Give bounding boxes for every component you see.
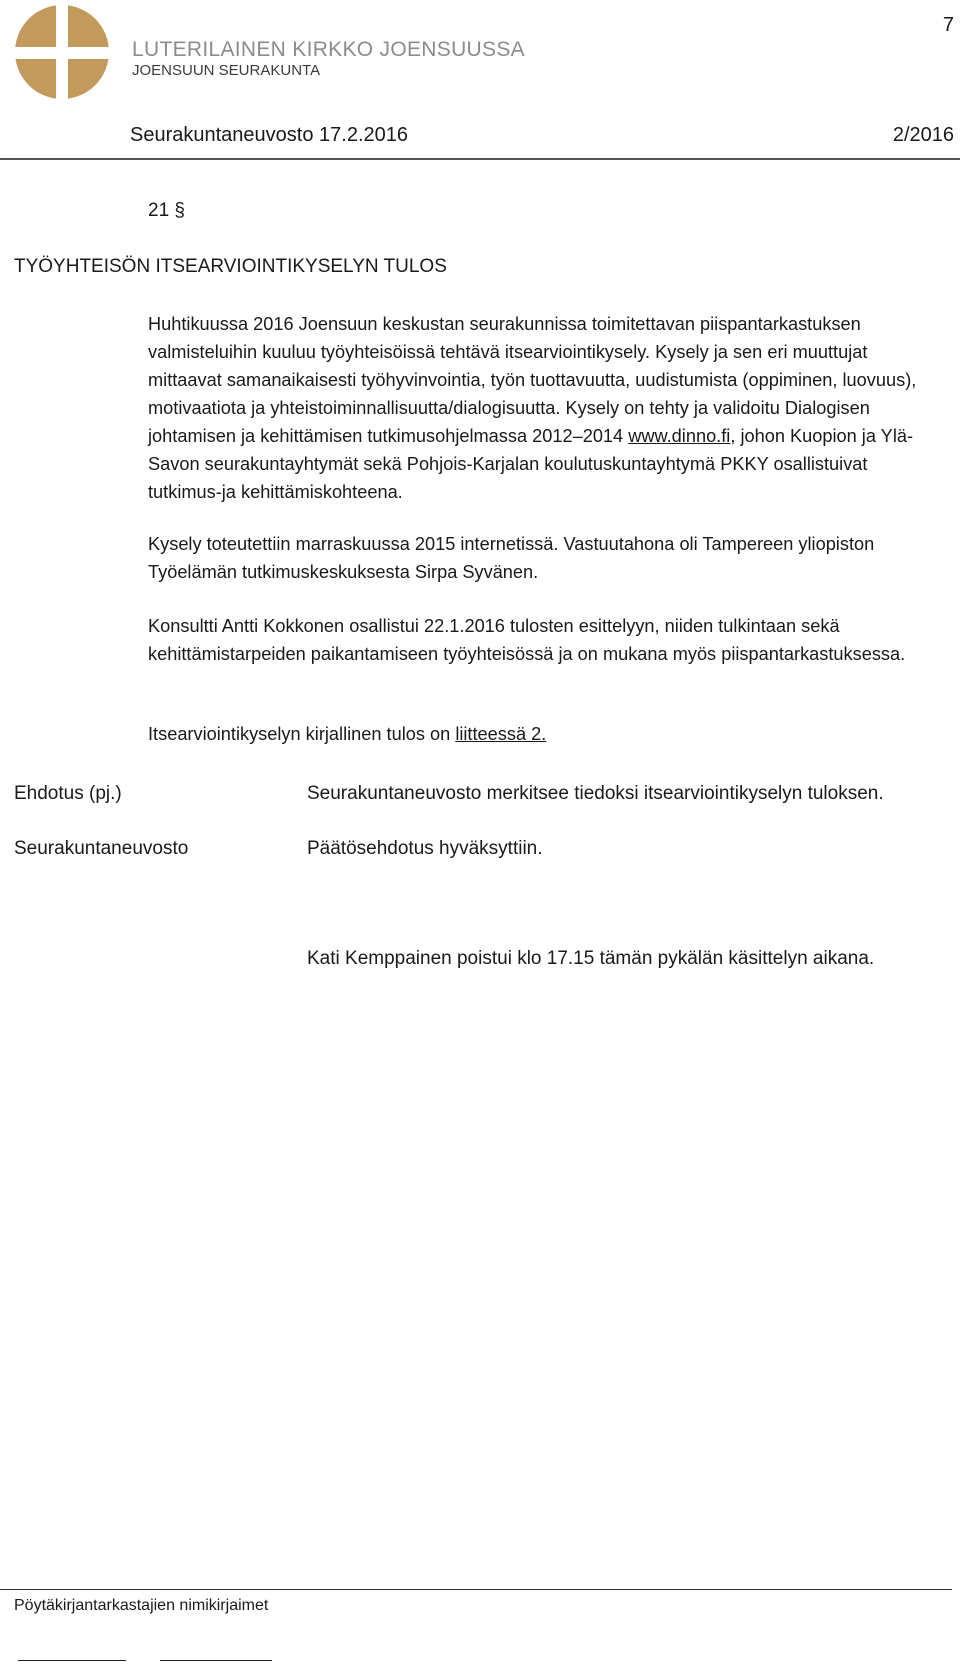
footer-divider [0, 1589, 952, 1590]
proposal-text: Seurakuntaneuvosto merkitsee tiedoksi itsearviointikyselyn tuloksen. [307, 783, 884, 804]
paragraph-1-text-b: , johon Kuopion ja Ylä-Savon seurakuntayhtymät sekä Pohjois-Karjalan koulutuskuntayhtymä PKKY osallistuivat tutkimus-ja kehittämiskohteena. [148, 426, 914, 502]
meeting-title: Seurakuntaneuvosto 17.2.2016 [130, 124, 408, 146]
church-logo-icon [14, 4, 110, 100]
document-number: 2/2016 [892, 124, 954, 146]
page-title: TYÖYHTEISÖN ITSEARVIOINTIKYSELYN TULOS [14, 256, 447, 277]
departure-note: Kati Kemppainen poistui klo 17.15 tämän pykälän käsittelyn aikana. [307, 948, 875, 969]
org-subname: JOENSUUN SEURAKUNTA [132, 62, 321, 79]
attachment-link[interactable]: liitteessä 2. [455, 724, 547, 744]
page-number: 7 [942, 14, 954, 36]
signature-line-1 [18, 1660, 126, 1661]
paragraph-3-text: Konsultti Antti Kokkonen osallistui 22.1.2016 tulosten esittelyyn, niiden tulkintaan sekä kehittämistarpeiden paikantamiseen työyhteisössä ja on mukana myös piispantarkastuksessa. [148, 616, 906, 664]
paragraph-1 [148, 310, 928, 506]
paragraph-3 [148, 612, 928, 668]
signature-line-2 [160, 1660, 272, 1661]
org-name: LUTERILAINEN KIRKKO JOENSUUSSA [132, 38, 525, 61]
paragraph-4 [148, 720, 928, 748]
proposal-label: Ehdotus (pj.) [14, 783, 122, 804]
header-divider [0, 158, 960, 160]
paragraph-2 [148, 530, 928, 586]
signature-label: Pöytäkirjantarkastajien nimikirjaimet [14, 1597, 269, 1614]
paragraph-1-text-a: Huhtikuussa 2016 Joensuun keskustan seurakunnissa toimitettavan piispantarkastuksen valmisteluihin kuuluu työyhteisöissä tehtävä itsearviointikysely. Kysely ja sen eri muuttujat mittaavat samanaikaisesti työhyvinvointia, työn tuottavuutta, uudistumista (oppiminen, luovuus), motivaatiota ja yhteistoiminnallisuutta/dialogisuutta. Kysely on tehty ja validoitu Dialogisen johtamisen ja kehittämisen tutkimusohjelmassa 2012–2014 [148, 314, 917, 446]
decision-label: Seurakuntaneuvosto [14, 838, 189, 859]
decision-text: Päätösehdotus hyväksyttiin. [307, 838, 543, 859]
paragraph-4-text: Itsearviointikyselyn kirjallinen tulos on [148, 724, 456, 744]
section-number: 21 § [148, 200, 185, 221]
dinno-link[interactable]: www.dinno.fi [628, 426, 731, 446]
paragraph-2-text: Kysely toteutettiin marraskuussa 2015 internetissä. Vastuutahona oli Tampereen yliopiston Työelämän tutkimuskeskuksesta Sirpa Syvänen. [148, 534, 875, 582]
